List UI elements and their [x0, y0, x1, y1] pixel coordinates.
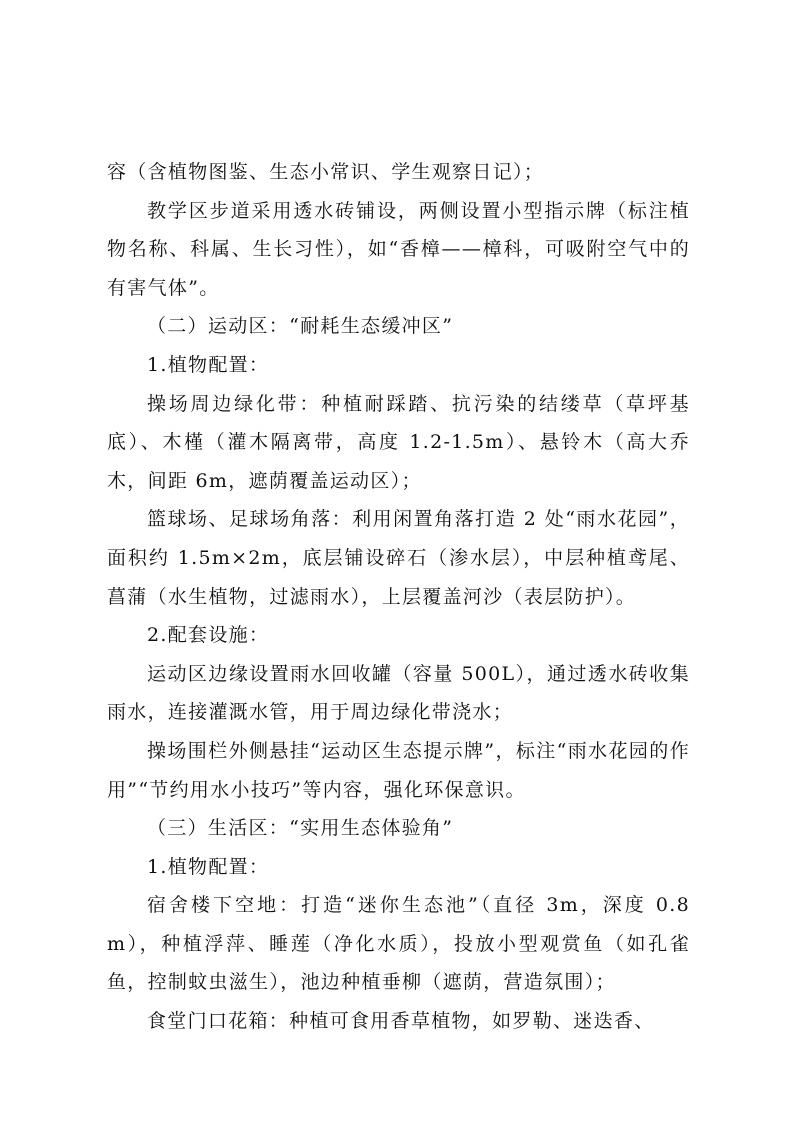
subheading-facilities: 2.配套设施：	[147, 624, 270, 647]
paragraph-rain-garden: 篮球场、足球场角落：利用闲置角落打造 2 处“雨水花园”，面积约 1.5m×2m，底层铺设碎石（渗水层），中层种植鸢尾、菖蒲（水生植物，过滤雨水），上层覆盖河沙（表层防护）。	[107, 508, 690, 608]
subheading-plant-config: 1.植物配置：	[147, 353, 270, 376]
document-body	[107, 153, 690, 1041]
paragraph-continuation: 容（含植物图鉴、生态小常识、学生观察日记）；	[107, 161, 545, 183]
paragraph-teaching-path: 教学区步道采用透水砖铺设，两侧设置小型指示牌（标注植物名称、科属、生长习性），如“香樟——樟科，可吸附空气中的有害气体”。	[107, 199, 690, 299]
subheading-plant-config-living: 1.植物配置：	[147, 855, 270, 878]
paragraph-rain-tank: 运动区边缘设置雨水回收罐（容量 500L），通过透水砖收集雨水，连接灌溉水管，用于周边绿化带浇水；	[107, 662, 690, 724]
section-heading-sports-zone: （二）运动区：“耐耗生态缓冲区”	[147, 315, 454, 338]
paragraph-playground-greenbelt: 操场周边绿化带：种植耐踩踏、抗污染的结缕草（草坪基底）、木槿（灌木隔离带，高度 1.2-1.5m）、悬铃木（高大乔木，间距 6m，遮荫覆盖运动区）；	[107, 392, 690, 492]
section-heading-living-zone: （三）生活区：“实用生态体验角”	[147, 817, 454, 840]
paragraph-mini-pond: 宿舍楼下空地：打造“迷你生态池”（直径 3m，深度 0.8m），种植浮萍、睡莲（净化水质），投放小型观赏鱼（如孔雀鱼，控制蚊虫滋生），池边种植垂柳（遮荫，营造氛围）；	[107, 894, 690, 994]
paragraph-herb-boxes: 食堂门口花箱：种植可食用香草植物，如罗勒、迷迭香、	[147, 1010, 655, 1033]
paragraph-sign-board: 操场围栏外侧悬挂“运动区生态提示牌”，标注“雨水花园的作用”“节约用水小技巧”等内容，强化环保意识。	[107, 739, 690, 801]
